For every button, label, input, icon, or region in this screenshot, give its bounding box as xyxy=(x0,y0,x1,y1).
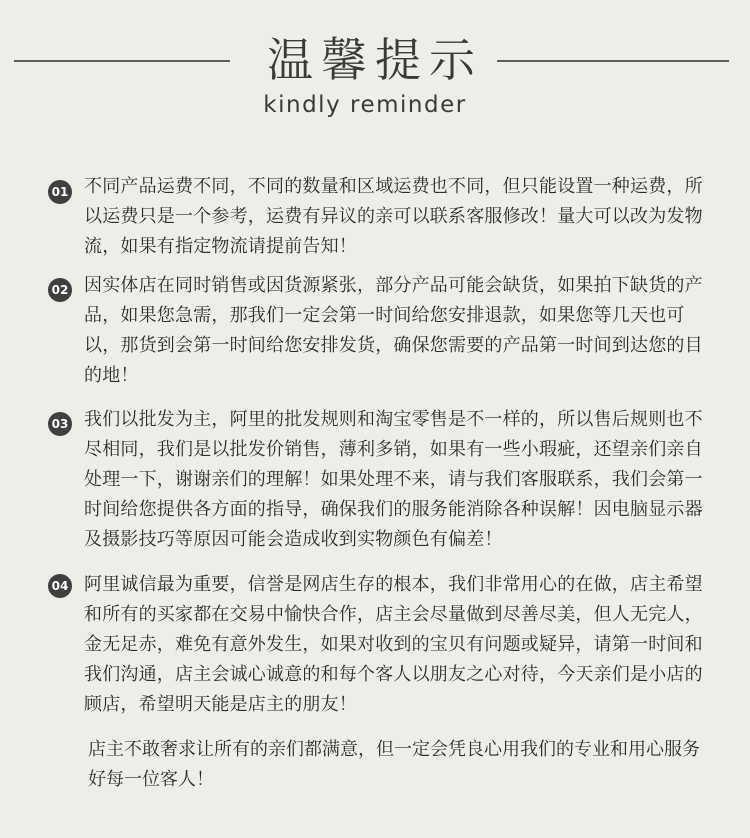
page-subtitle: kindly reminder xyxy=(263,92,467,118)
header xyxy=(0,0,750,130)
page-title: 温馨提示 xyxy=(267,33,483,87)
closing-note: 店主不敢奢求让所有的亲们都满意，但一定会凭良心用我们的专业和用心服务好每一位客人！ xyxy=(88,739,700,790)
reminder-text-2: 因实体店在同时销售或因货源紧张，部分产品可能会缺货，如果拍下缺货的产品，如果您急需，那我们一定会第一时间给您安排退款，如果您等几天也可以，那货到会第一时间给您安排发货，确保您需要的产品第一时间到达您的目的地！ xyxy=(84,275,703,386)
number-badge-4: 04 xyxy=(48,574,72,598)
number-badge-3: 03 xyxy=(48,412,72,436)
reminder-text-1: 不同产品运费不同，不同的数量和区域运费也不同，但只能设置一种运费，所以运费只是一个参考，运费有异议的亲可以联系客服修改！量大可以改为发物流，如果有指定物流请提前告知！ xyxy=(84,176,703,257)
number-badge-2: 02 xyxy=(48,278,72,302)
number-badge-1: 01 xyxy=(48,180,72,204)
reminder-text-4: 阿里诚信最为重要，信誉是网店生存的根本，我们非常用心的在做，店主希望和所有的买家都在交易中愉快合作，店主会尽量做到尽善尽美，但人无完人，金无足赤，难免有意外发生，如果对收到的宝贝有问题或疑异，请第一时间和我们沟通，店主会诚心诚意的和每个客人以朋友之心对待，今天亲们是小店的顾店，希望明天能是店主的朋友！ xyxy=(84,574,703,715)
reminder-text-3: 我们以批发为主，阿里的批发规则和淘宝零售是不一样的，所以售后规则也不尽相同，我们是以批发价销售，薄利多销，如果有一些小瑕疵，还望亲们亲自处理一下，谢谢亲们的理解！如果处理不来，请与我们客服联系，我们会第一时间给您提供各方面的指导，确保我们的服务能消除各种误解！因电脑显示器及摄影技巧等原因可能会造成收到实物颜色有偏差！ xyxy=(84,409,703,550)
